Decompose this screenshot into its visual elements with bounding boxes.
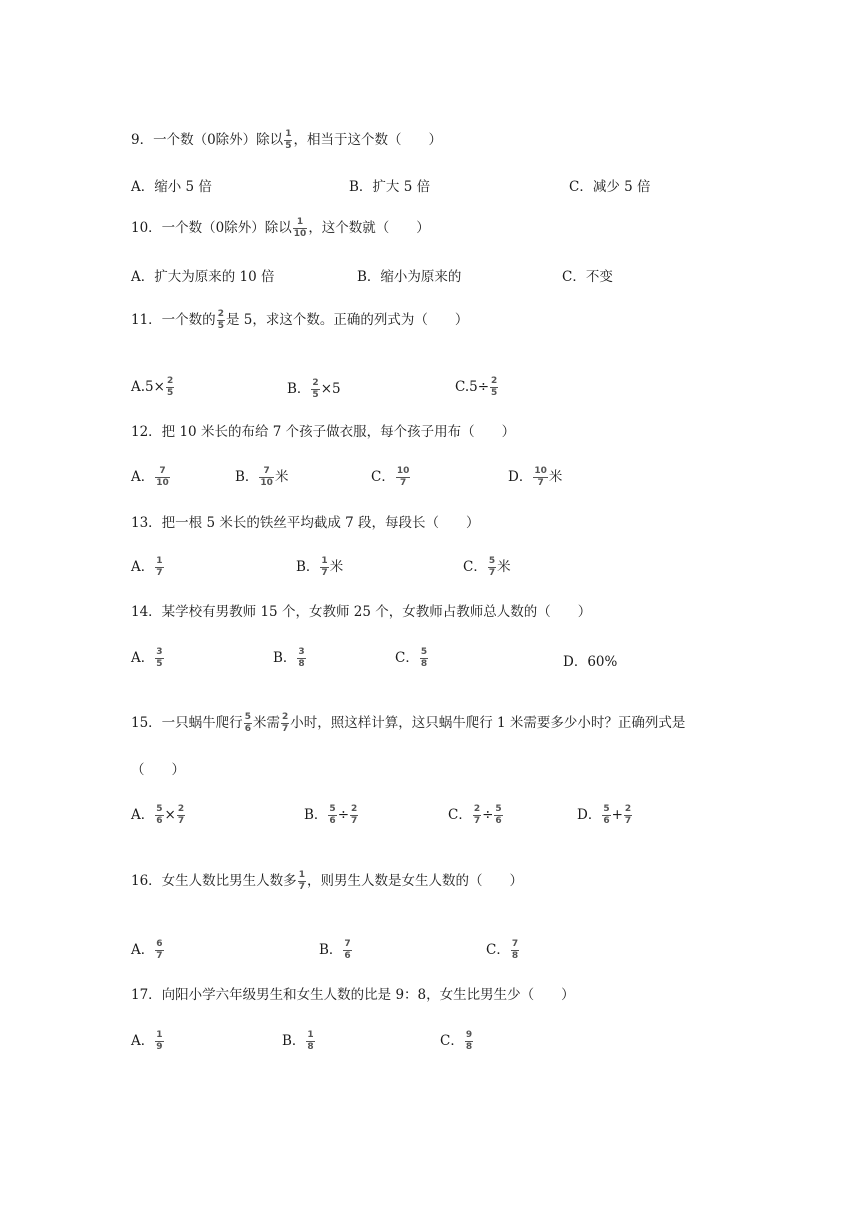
fraction: $\frac{2}{7}$: [473, 804, 481, 826]
option-d: D． $\frac{10}{7}$ 米: [508, 466, 563, 488]
question-9: [131, 130, 442, 151]
option-b: B．缩小为原来的: [357, 269, 462, 285]
option-b: B． $\frac{7}{6}$: [319, 939, 351, 961]
option-c: C． $\frac{10}{7}$: [371, 466, 410, 488]
fraction: $\frac{2}{7}$: [351, 804, 358, 826]
fraction: $\frac{1}{5}$: [285, 129, 292, 151]
option-a: A． $\frac{3}{5}$: [131, 647, 163, 669]
fraction: $\frac{5}{6}$: [329, 804, 336, 826]
question-10-stem-a: 10．一个数（0除外）除以: [131, 220, 292, 236]
question-11-stem-a: 11．一个数的: [131, 312, 216, 328]
option-c: C．减少 5 倍: [569, 179, 651, 195]
fraction: $\frac{5}{8}$: [420, 647, 428, 669]
fraction: $\frac{3}{8}$: [298, 647, 305, 669]
option-a: A． $\frac{7}{10}$: [131, 466, 169, 488]
fraction: $\frac{1}{7}$: [298, 870, 305, 892]
option-a: A．扩大为原来的 10 倍: [131, 269, 275, 285]
option-b: B． $\frac{1}{8}$: [282, 1030, 314, 1052]
fraction: $\frac{10}{7}$: [534, 466, 547, 488]
question-12: 12．把 10 米长的布给 7 个孩子做衣服，每个孩子用布（ ）: [131, 424, 516, 440]
option-a: A． $\frac{5}{6}$ × $\frac{2}{7}$: [131, 804, 185, 826]
fraction: $\frac{5}{7}$: [488, 556, 496, 578]
question-11-stem-b: 是 5，求这个数。正确的列式为（ ）: [225, 312, 469, 328]
option-a: A． $\frac{6}{7}$: [131, 939, 163, 961]
option-a: A． $\frac{1}{9}$: [131, 1030, 163, 1052]
fraction: $\frac{2}{7}$: [177, 804, 185, 826]
fraction: $\frac{2}{5}$: [491, 376, 498, 398]
question-11: [131, 310, 468, 331]
question-14: 14．某学校有男教师 15 个，女教师 25 个，女教师占教师总人数的（ ）: [131, 604, 592, 620]
fraction: $\frac{6}{7}$: [156, 939, 163, 961]
option-b: B． $\frac{7}{10}$ 米: [235, 466, 289, 488]
fraction: $\frac{2}{5}$: [312, 378, 319, 400]
fraction: $\frac{5}{6}$: [156, 804, 163, 826]
option-c: C．不变: [562, 269, 613, 285]
option-c: C． $\frac{2}{7}$ ÷ $\frac{5}{6}$: [448, 804, 502, 826]
question-13: 13．把一根 5 米长的铁丝平均截成 7 段，每段长（ ）: [131, 515, 480, 531]
option-b: B．扩大 5 倍: [349, 179, 431, 195]
option-c: C． $\frac{9}{8}$: [440, 1030, 473, 1052]
option-c: C． $\frac{5}{7}$ 米: [463, 556, 511, 578]
option-c: C． $\frac{5}{8}$: [395, 647, 428, 669]
option-b: B． $\frac{3}{8}$: [273, 647, 305, 669]
fraction: $\frac{7}{10}$: [260, 466, 273, 488]
question-16: 16．女生人数比男生人数多 $\frac{1}{7}$ ，则男生人数是女生人数的（ ）: [131, 870, 523, 892]
fraction: $\frac{7}{6}$: [344, 939, 351, 961]
option-a: A.5× $\frac{2}{5}$: [131, 376, 174, 398]
fraction: $\frac{10}{7}$: [396, 466, 410, 488]
fraction: $\frac{3}{5}$: [156, 647, 163, 669]
fraction: $\frac{2}{5}$: [217, 309, 224, 331]
option-b: B． $\frac{1}{7}$ 米: [296, 556, 344, 578]
option-a: A．缩小 5 倍: [131, 179, 212, 195]
option-d: D． $\frac{5}{6}$ + $\frac{2}{7}$: [577, 804, 632, 826]
question-9-stem-b: ，相当于这个数（ ）: [293, 132, 442, 148]
question-10: [131, 218, 430, 239]
fraction: $\frac{1}{9}$: [156, 1030, 163, 1052]
fraction: $\frac{2}{5}$: [166, 376, 174, 398]
question-17: 17．向阳小学六年级男生和女生人数的比是 9：8，女生比男生少（ ）: [131, 987, 575, 1003]
fraction: $\frac{2}{7}$: [624, 804, 632, 826]
fraction: $\frac{5}{6}$: [603, 804, 610, 826]
question-15: 15．一只蜗牛爬行 $\frac{5}{6}$ 米需 $\frac{2}{7}$ 小时，照这样计算，这只蜗牛爬行 1 米需要多少小时？正确列式是: [131, 712, 686, 734]
option-b: B． $\frac{2}{5}$ ×5: [287, 378, 341, 400]
fraction: $\frac{1}{7}$: [321, 556, 328, 578]
fraction: $\frac{1}{8}$: [307, 1030, 314, 1052]
option-d: D．60%: [563, 654, 618, 670]
option-c: C． $\frac{7}{8}$: [486, 939, 519, 961]
question-15-blank: （ ）: [131, 762, 185, 778]
question-9-stem-a: 9．一个数（0除外）除以: [131, 132, 284, 148]
fraction: $\frac{5}{6}$: [495, 804, 502, 826]
fraction: $\frac{9}{8}$: [465, 1030, 473, 1052]
option-c: C.5÷ $\frac{2}{5}$: [455, 376, 498, 398]
option-b: B． $\frac{5}{6}$ ÷ $\frac{2}{7}$: [304, 804, 358, 826]
option-a: A． $\frac{1}{7}$: [131, 556, 163, 578]
fraction: $\frac{5}{6}$: [244, 712, 251, 734]
fraction: $\frac{7}{10}$: [156, 466, 169, 488]
fraction: $\frac{1}{10}$: [293, 217, 307, 239]
fraction: $\frac{1}{7}$: [156, 556, 163, 578]
fraction: $\frac{2}{7}$: [281, 712, 289, 734]
fraction: $\frac{7}{8}$: [511, 939, 519, 961]
question-10-stem-b: ，这个数就（ ）: [308, 220, 430, 236]
